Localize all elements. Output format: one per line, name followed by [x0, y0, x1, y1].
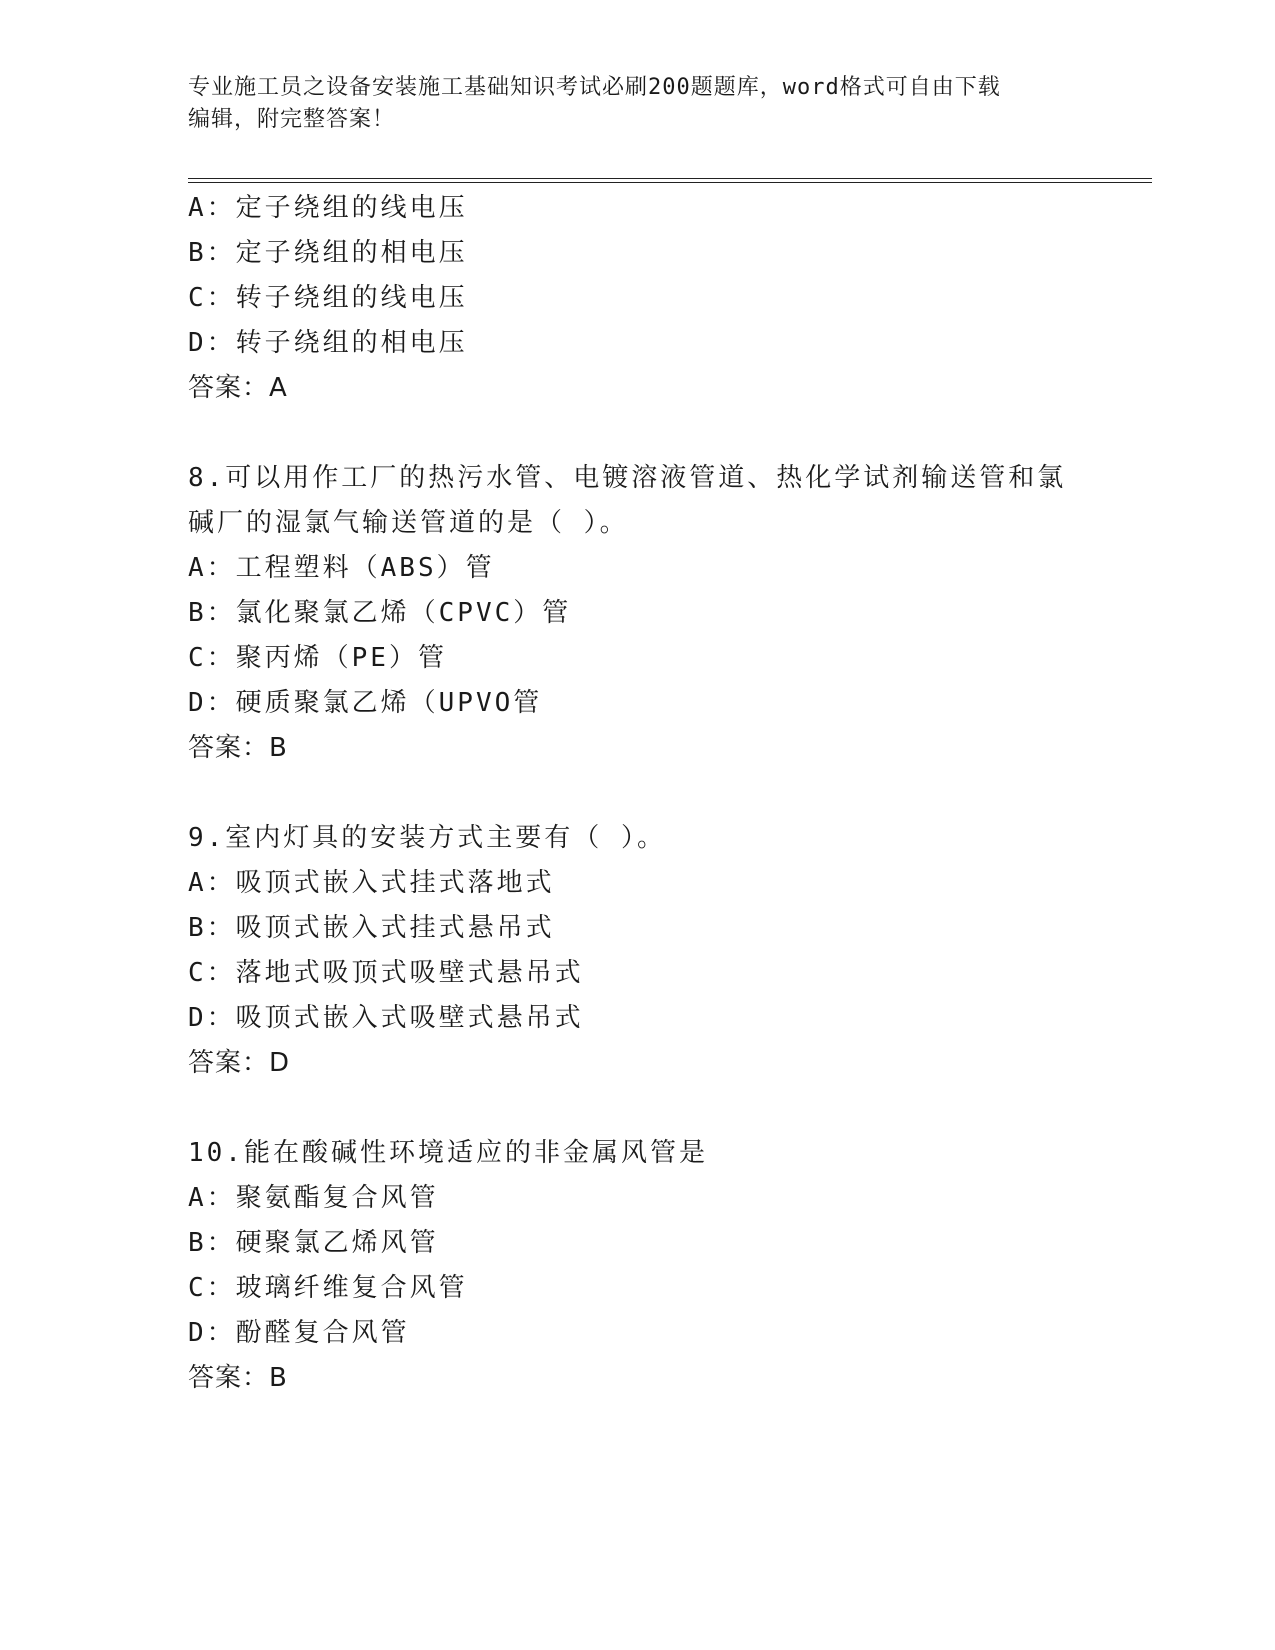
- option-c: C：玻璃纤维复合风管: [188, 1273, 468, 1303]
- question-stem: 8.可以用作工厂的热污水管、电镀溶液管道、热化学试剂输送管和氯: [188, 463, 1067, 493]
- option-a: A：工程塑料（ABS）管: [188, 553, 495, 583]
- header-line-2: 编辑，附完整答案！: [188, 107, 396, 132]
- question-stem: 9.室内灯具的安装方式主要有（ ）。: [188, 823, 666, 853]
- option-a: A：吸顶式嵌入式挂式落地式: [188, 868, 555, 898]
- option-a: A：定子绕组的线电压: [188, 193, 468, 223]
- option-c: C：转子绕组的线电压: [188, 283, 468, 313]
- answer: 答案：B: [188, 733, 288, 763]
- option-a: A：聚氨酯复合风管: [188, 1183, 439, 1213]
- option-c: C：落地式吸顶式吸壁式悬吊式: [188, 958, 584, 988]
- header-line-1: 专业施工员之设备安装施工基础知识考试必刷200题题库，word格式可自由下载: [188, 75, 1001, 100]
- option-b: B：氯化聚氯乙烯（CPVC）管: [188, 598, 572, 628]
- question-stem-continued: 碱厂的湿氯气输送管道的是（ ）。: [188, 508, 629, 538]
- option-b: B：吸顶式嵌入式挂式悬吊式: [188, 913, 555, 943]
- answer: 答案：B: [188, 1363, 288, 1393]
- option-d: D：酚醛复合风管: [188, 1318, 410, 1348]
- answer: 答案：A: [188, 373, 288, 403]
- document-header: [188, 72, 1068, 136]
- answer: 答案：D: [188, 1048, 291, 1078]
- option-c: C：聚丙烯（PE）管: [188, 643, 447, 673]
- question-stem: 10.能在酸碱性环境适应的非金属风管是: [188, 1138, 708, 1168]
- option-b: B：定子绕组的相电压: [188, 238, 468, 268]
- option-d: D：硬质聚氯乙烯（UPVO管: [188, 688, 543, 718]
- option-b: B：硬聚氯乙烯风管: [188, 1228, 439, 1258]
- option-d: D：转子绕组的相电压: [188, 328, 468, 358]
- header-divider: [188, 178, 1152, 183]
- option-d: D：吸顶式嵌入式吸壁式悬吊式: [188, 1003, 584, 1033]
